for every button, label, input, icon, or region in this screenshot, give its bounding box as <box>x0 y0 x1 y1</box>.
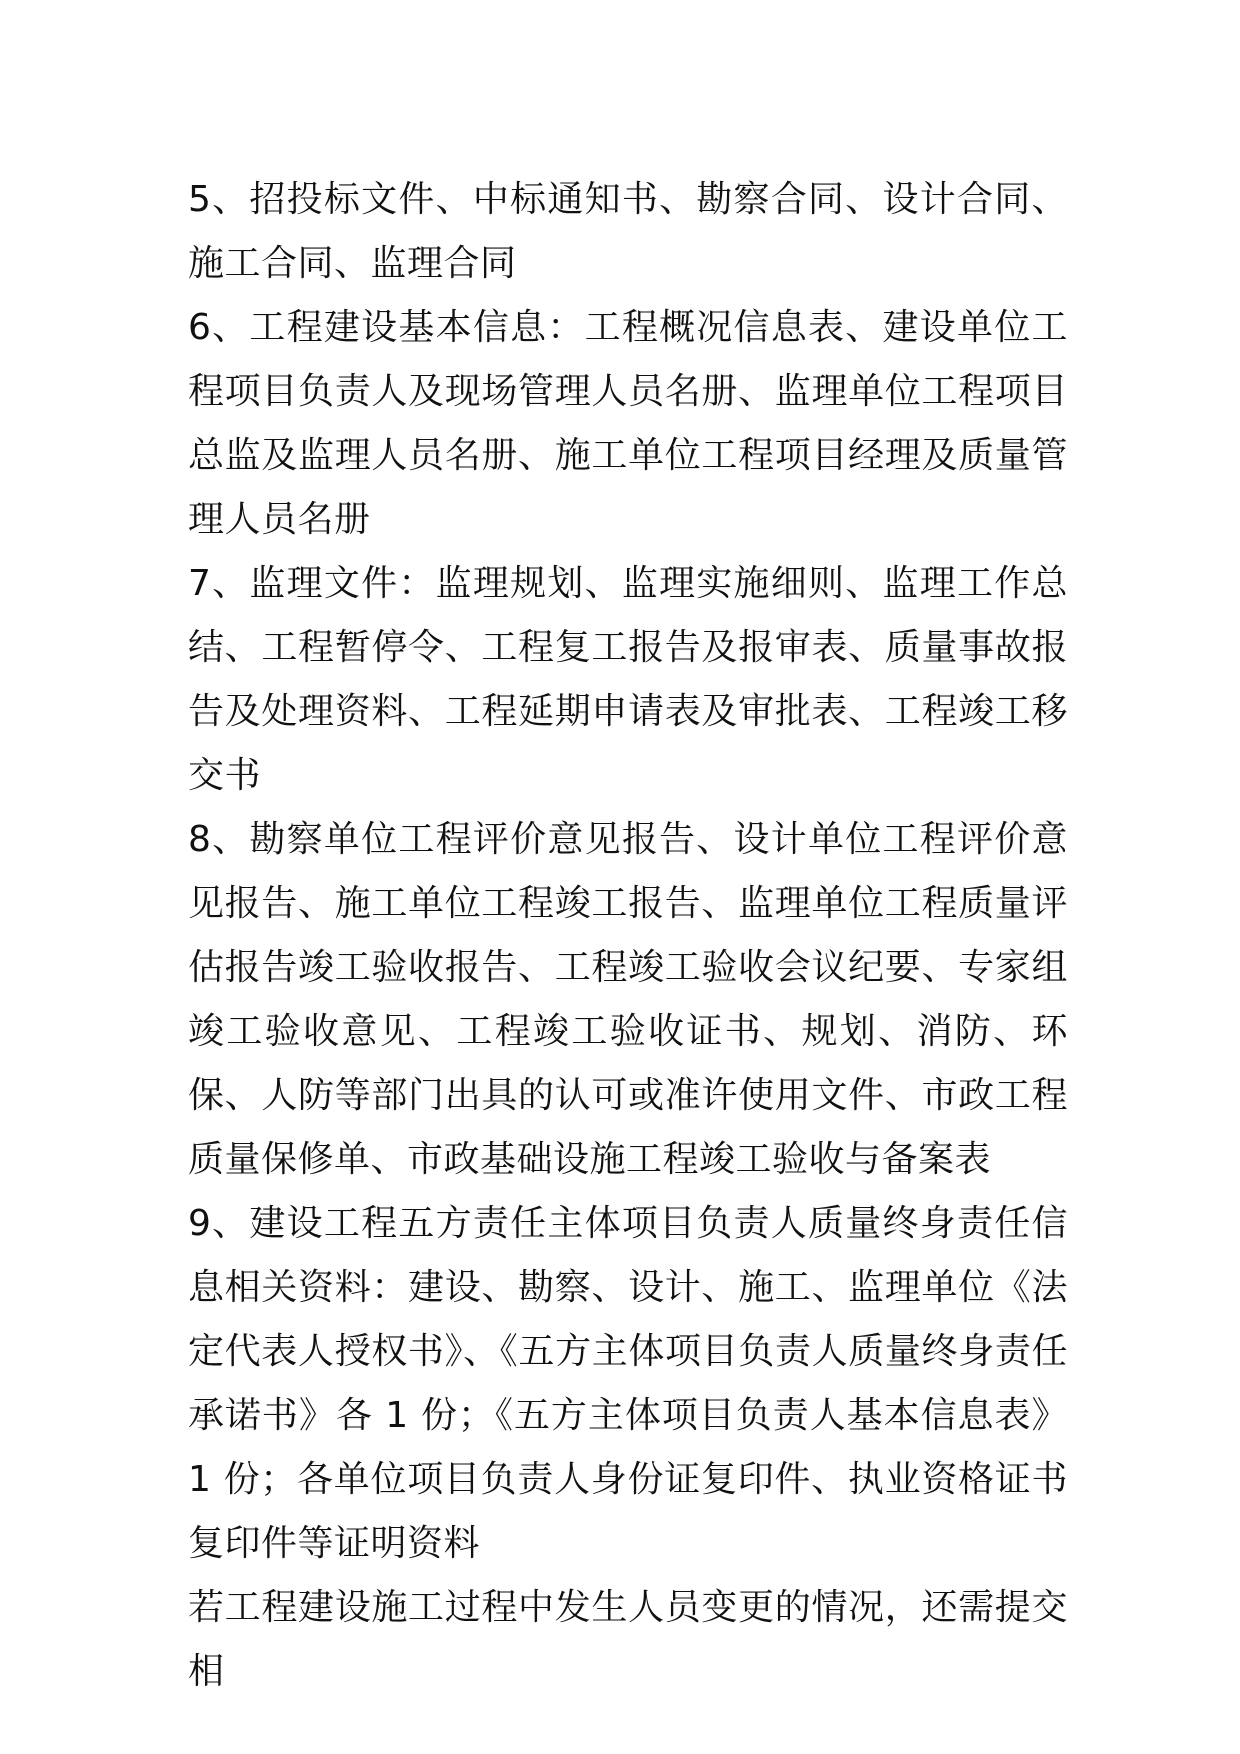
paragraph-item-9: 9、建设工程五方责任主体项目负责人质量终身责任信息相关资料：建设、勘察、设计、施工、监理单位《法定代表人授权书》、《五方主体项目负责人质量终身责任承诺书》各 1 份；《五方主体项目负责人基本信息表》1 份；各单位项目负责人身份证复印件、执业资格证书复印件等证明资料 <box>188 1203 1068 1564</box>
paragraph-personnel-change: 若工程建设施工过程中发生人员变更的情况，还需提交相 <box>188 1587 1068 1692</box>
paragraph-item-5: 5、招投标文件、中标通知书、勘察合同、设计合同、施工合同、监理合同 <box>188 179 1068 284</box>
paragraph-item-6: 6、工程建设基本信息：工程概况信息表、建设单位工程项目负责人及现场管理人员名册、监理单位工程项目总监及监理人员名册、施工单位工程项目经理及质量管理人员名册 <box>188 307 1068 540</box>
paragraph-item-8: 8、勘察单位工程评价意见报告、设计单位工程评价意见报告、施工单位工程竣工报告、监理单位工程质量评估报告竣工验收报告、工程竣工验收会议纪要、专家组竣工验收意见、工程竣工验收证书、规划、消防、环保、人防等部门出具的认可或准许使用文件、市政工程质量保修单、市政基础设施工程竣工验收与备案表 <box>188 819 1068 1180</box>
document-body <box>188 168 1068 1704</box>
paragraph-item-7: 7、监理文件：监理规划、监理实施细则、监理工作总结、工程暂停令、工程复工报告及报审表、质量事故报告及处理资料、工程延期申请表及审批表、工程竣工移交书 <box>188 563 1068 796</box>
